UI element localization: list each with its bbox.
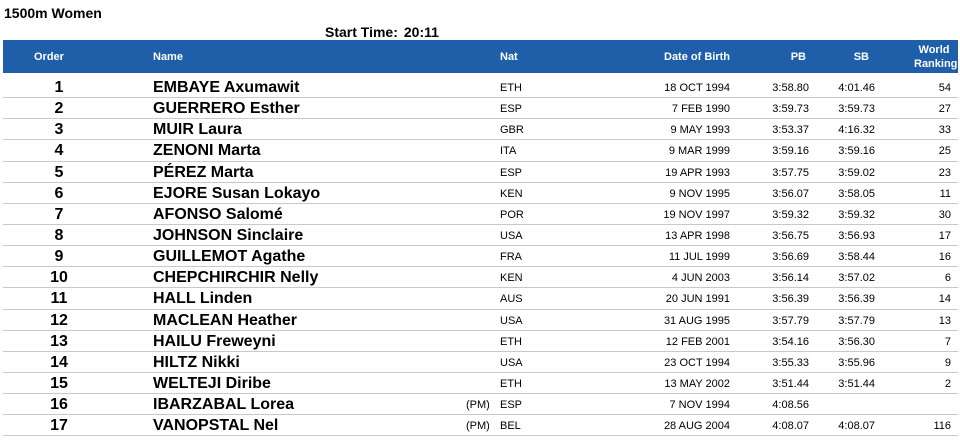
nationality: ETH [500, 82, 522, 94]
order-cell: 5 [54, 163, 64, 181]
season-best: 3:56.39 [838, 293, 875, 306]
season-best: 3:59.02 [838, 166, 875, 179]
season-best: 3:59.16 [838, 145, 875, 158]
order-cell: 15 [50, 374, 68, 392]
table-row [3, 162, 958, 183]
nationality: GBR [500, 124, 524, 137]
date-of-birth: 11 JUL 1999 [668, 251, 730, 264]
pm-note: (PM) [466, 399, 490, 412]
athlete-name: CHEPCHIRCHIR Nelly [153, 269, 319, 287]
personal-best: 3:51.44 [772, 377, 809, 390]
header-sb: SB [853, 51, 869, 63]
world-ranking: 6 [944, 272, 951, 285]
athlete-name: VANOPSTAL Nel [153, 417, 279, 435]
table-row [3, 352, 958, 373]
table-row [3, 288, 958, 309]
pm-note: (PM) [466, 420, 490, 433]
start-time-value: 20:11 [403, 24, 439, 40]
table-row [3, 246, 958, 267]
world-ranking: 13 [938, 314, 951, 327]
table-header [3, 40, 958, 73]
season-best: 3:55.96 [838, 356, 875, 369]
table-row [3, 373, 958, 394]
athlete-name: AFONSO Salomé [153, 205, 283, 223]
nationality: KEN [500, 187, 523, 200]
order-cell: 11 [50, 290, 68, 308]
date-of-birth: 4 JUN 2003 [671, 272, 730, 285]
nationality: POR [500, 208, 524, 221]
date-of-birth: 13 APR 1998 [665, 229, 730, 242]
table-row [3, 310, 958, 331]
table-row [3, 98, 958, 119]
start-list-table [3, 77, 958, 436]
athlete-name: WELTEJI Diribe [153, 374, 271, 392]
header-pb: PB [790, 51, 806, 63]
athlete-name: HILTZ Nikki [153, 353, 240, 371]
date-of-birth: 23 OCT 1994 [664, 356, 730, 369]
world-ranking: 2 [944, 377, 951, 390]
world-ranking: 14 [938, 293, 951, 306]
personal-best: 3:59.16 [772, 145, 809, 158]
season-best: 4:01.46 [838, 82, 875, 94]
season-best: 4:16.32 [838, 124, 875, 137]
season-best: 4:08.07 [838, 420, 875, 433]
date-of-birth: 19 APR 1993 [665, 166, 730, 179]
athlete-name: MUIR Laura [153, 121, 242, 139]
athlete-name: GUERRERO Esther [153, 100, 300, 118]
athlete-name: PÉREZ Marta [153, 163, 254, 181]
world-ranking: 23 [938, 166, 951, 179]
season-best: 3:59.73 [838, 103, 875, 116]
season-best: 3:56.93 [838, 229, 875, 242]
header-world-ranking-line1: World [918, 44, 950, 56]
nationality: USA [500, 314, 523, 327]
table-row [3, 331, 958, 352]
order-cell: 14 [50, 353, 68, 371]
order-cell: 3 [54, 121, 64, 139]
order-cell: 10 [50, 269, 68, 287]
start-time-label: Start Time: [325, 24, 398, 40]
header-world-ranking [914, 43, 958, 71]
world-ranking: 17 [938, 229, 951, 242]
personal-best: 3:59.73 [772, 103, 809, 116]
date-of-birth: 18 OCT 1994 [664, 82, 730, 94]
order-cell: 1 [54, 79, 64, 96]
nationality: KEN [500, 272, 523, 285]
date-of-birth: 9 NOV 1995 [669, 187, 730, 200]
date-of-birth: 12 FEB 2001 [665, 335, 730, 348]
athlete-name: GUILLEMOT Agathe [153, 248, 306, 266]
nationality: FRA [500, 251, 522, 264]
date-of-birth: 28 AUG 2004 [663, 420, 730, 433]
nationality: ETH [500, 377, 522, 390]
date-of-birth: 31 AUG 1995 [663, 314, 730, 327]
date-of-birth: 13 MAY 2002 [664, 377, 730, 390]
athlete-name: MACLEAN Heather [153, 311, 298, 329]
header-name: Name [153, 51, 183, 63]
world-ranking: 7 [944, 335, 951, 348]
athlete-name: HAILU Freweyni [153, 332, 276, 350]
season-best: 3:59.32 [838, 208, 875, 221]
date-of-birth: 7 NOV 1994 [669, 399, 730, 412]
order-cell: 17 [50, 417, 68, 435]
world-ranking: 9 [944, 356, 951, 369]
world-ranking: 33 [938, 124, 951, 137]
athlete-name: EJORE Susan Lokayo [153, 184, 321, 202]
table-row [3, 394, 958, 415]
date-of-birth: 9 MAR 1999 [668, 145, 730, 158]
personal-best: 3:57.79 [772, 314, 809, 327]
order-cell: 4 [54, 142, 64, 160]
order-cell: 16 [50, 396, 68, 414]
personal-best: 3:54.16 [772, 335, 809, 348]
season-best: 3:51.44 [838, 377, 875, 390]
athlete-name: HALL Linden [153, 290, 253, 308]
order-cell: 12 [50, 311, 68, 329]
date-of-birth: 20 JUN 1991 [665, 293, 730, 306]
table-row [3, 119, 958, 140]
nationality: ESP [500, 103, 523, 116]
season-best: 3:58.44 [838, 251, 875, 264]
nationality: ITA [500, 145, 517, 158]
personal-best: 4:08.56 [772, 399, 809, 412]
order-cell: 2 [54, 100, 64, 118]
personal-best: 3:56.14 [772, 272, 809, 285]
order-cell: 9 [54, 248, 64, 266]
table-row [3, 77, 958, 98]
personal-best: 3:56.07 [772, 187, 809, 200]
date-of-birth: 9 MAY 1993 [670, 124, 730, 137]
personal-best: 3:55.33 [772, 356, 809, 369]
start-time [325, 24, 439, 40]
athlete-name: JOHNSON Sinclaire [153, 226, 304, 244]
athlete-name: ZENONI Marta [153, 142, 261, 160]
nationality: ETH [500, 335, 522, 348]
order-cell: 8 [54, 226, 64, 244]
table-row [3, 225, 958, 246]
personal-best: 3:56.39 [772, 293, 809, 306]
nationality: USA [500, 229, 523, 242]
world-ranking: 54 [938, 82, 951, 94]
season-best: 3:58.05 [838, 187, 875, 200]
table-row [3, 204, 958, 225]
nationality: BEL [500, 420, 521, 433]
personal-best: 3:56.69 [772, 251, 809, 264]
world-ranking: 25 [938, 145, 951, 158]
table-row [3, 267, 958, 288]
table-row [3, 140, 958, 161]
season-best: 3:57.79 [838, 314, 875, 327]
header-order: Order [34, 51, 64, 63]
athlete-name: EMBAYE Axumawit [153, 79, 300, 96]
table-row [3, 183, 958, 204]
event-title: 1500m Women [4, 5, 102, 21]
world-ranking: 27 [938, 103, 951, 116]
nationality: ESP [500, 399, 523, 412]
world-ranking: 11 [939, 187, 951, 200]
personal-best: 3:58.80 [772, 82, 809, 94]
world-ranking: 30 [938, 208, 951, 221]
header-date-of-birth: Date of Birth [664, 51, 730, 63]
nationality: ESP [500, 166, 523, 179]
table-row [3, 415, 958, 436]
date-of-birth: 19 NOV 1997 [663, 208, 730, 221]
header-world-ranking-line2: Ranking [914, 58, 958, 70]
personal-best: 4:08.07 [772, 420, 809, 433]
order-cell: 13 [50, 332, 68, 350]
personal-best: 3:53.37 [772, 124, 809, 137]
nationality: AUS [500, 293, 523, 306]
personal-best: 3:59.32 [772, 208, 809, 221]
world-ranking: 16 [938, 251, 951, 264]
season-best: 3:57.02 [838, 272, 875, 285]
season-best: 3:56.30 [838, 335, 875, 348]
order-cell: 6 [54, 184, 64, 202]
header-nat: Nat [500, 51, 518, 63]
personal-best: 3:56.75 [772, 229, 809, 242]
athlete-name: IBARZABAL Lorea [153, 396, 295, 414]
personal-best: 3:57.75 [772, 166, 809, 179]
nationality: USA [500, 356, 523, 369]
world-ranking: 116 [933, 420, 951, 433]
date-of-birth: 7 FEB 1990 [671, 103, 730, 116]
order-cell: 7 [54, 205, 64, 223]
